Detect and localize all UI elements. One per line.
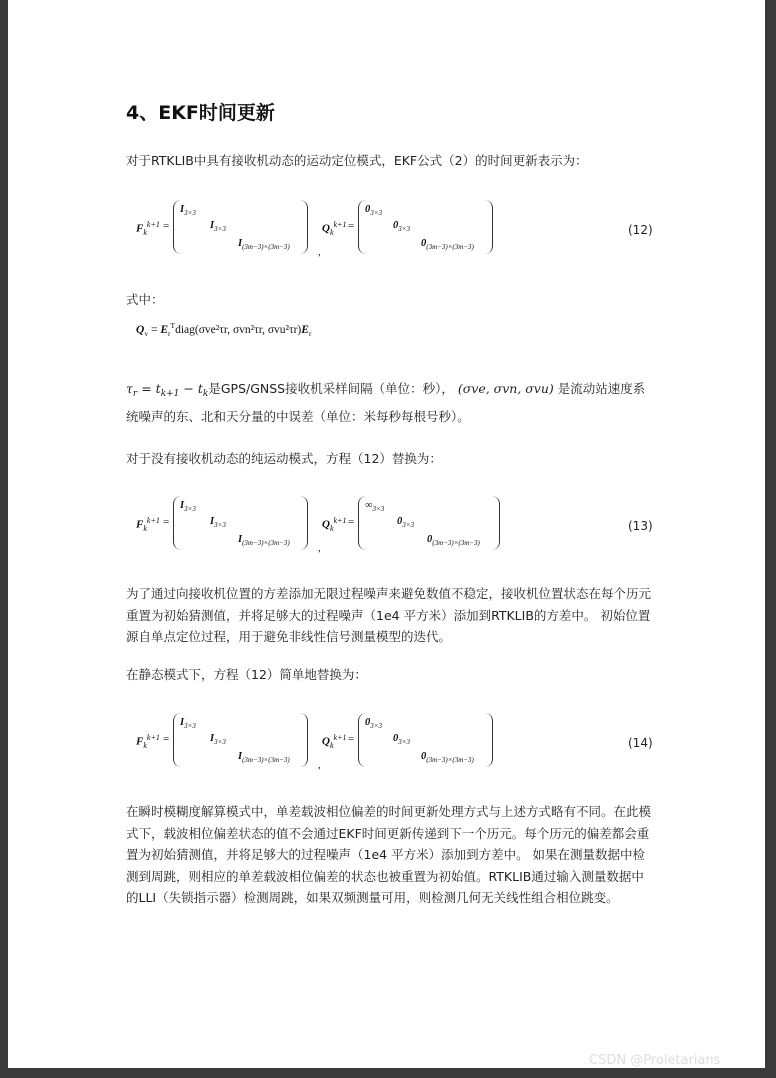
equation-13 bbox=[136, 496, 536, 554]
q-entry-2: $0_{3\times 3}$ bbox=[393, 733, 410, 747]
q-entry-1: $0_{3\times 3}$ bbox=[365, 204, 382, 218]
document-page bbox=[8, 0, 765, 1068]
q-entry-3: $0_{(3m-3)\times(3m-3)}$ bbox=[427, 534, 480, 548]
qv-diag: diag(σve²τr, σvn²τr, σvu²τr) bbox=[175, 323, 302, 336]
f-entry-3: $I_{(3m-3)\times(3m-3)}$ bbox=[238, 534, 290, 548]
sigma-formula: (σve, σvn, σvu) bbox=[457, 381, 554, 396]
q-label: $Q_k^{k+1}$ bbox=[322, 220, 347, 237]
paragraph-static-mode: 在静态模式下，方程（12）简单地替换为： bbox=[126, 667, 367, 682]
equation-number-13: (13) bbox=[628, 519, 653, 533]
equation-number-12: (12) bbox=[628, 223, 653, 237]
f-label: $F_k^{k+1}$ bbox=[136, 733, 160, 750]
q-entry-1: $\infty_{3\times 3}$ bbox=[365, 500, 385, 514]
f-entry-2: $I_{3\times 3}$ bbox=[210, 733, 226, 747]
equation-14 bbox=[136, 713, 536, 771]
paragraph-intro: 对于RTKLIB中具有接收机动态的运动定位模式，EKF公式（2）的时间更新表示为： bbox=[126, 153, 588, 168]
q-label: $Q_k^{k+1}$ bbox=[322, 733, 347, 750]
paragraph-instantaneous: 在瞬时模糊度解算模式中，单差载波相位偏差的时间更新处理方式与上述方式略有不同。在此模式下，载波相位偏差状态的值不会通过EKF时间更新传递到下一个历元。每个历元的偏差都会重置为初始猜测值，并将足够大的过程噪声（1e4 平方米）添加到方差中。 如果在测量数据中检测到周跳，则相应的单差载波相位偏差的状态也被重置为初始值。RTKLIB通过输入测量数据中的LLI（失锁指示器）检测周跳，如果双频测量可用，则检测几何无关线性组合相位跳变。 bbox=[126, 804, 652, 905]
paragraph-pure-kinematic: 对于没有接收机动态的纯运动模式，方程（12）替换为： bbox=[126, 451, 442, 466]
comma: , bbox=[318, 759, 321, 771]
q-label: $Q_k^{k+1}$ bbox=[322, 516, 347, 533]
equals-sign: = bbox=[163, 733, 170, 745]
f-matrix bbox=[173, 713, 308, 767]
q-entry-2: $0_{3\times 3}$ bbox=[397, 516, 414, 530]
q-matrix bbox=[358, 713, 493, 767]
paragraph-shizhong: 式中： bbox=[126, 292, 164, 307]
q-entry-3: $0_{(3m-3)\times(3m-3)}$ bbox=[421, 238, 474, 252]
q-matrix bbox=[358, 200, 493, 254]
q-entry-3: $0_{(3m-3)\times(3m-3)}$ bbox=[421, 751, 474, 765]
q-matrix bbox=[358, 496, 500, 550]
equals-sign: = bbox=[348, 733, 355, 745]
f-entry-3: $I_{(3m-3)\times(3m-3)}$ bbox=[238, 751, 290, 765]
tau-formula: $\tau_r = t_{k+1} - t_k$ bbox=[126, 381, 209, 399]
equals-sign: = bbox=[348, 516, 355, 528]
equals-sign: = bbox=[163, 516, 170, 528]
qv-formula: $Q_v$ = $E_r^Tdiag(\sigma ve^2\tau r$, σvn²τr, $\sigma vu^2\tau r)E_r$ bbox=[136, 321, 312, 339]
equals-sign: = bbox=[163, 220, 170, 232]
f-entry-2: $I_{3\times 3}$ bbox=[210, 516, 226, 530]
equation-number-14: (14) bbox=[628, 736, 653, 750]
comma: , bbox=[318, 246, 321, 258]
equation-12 bbox=[136, 200, 536, 258]
f-matrix bbox=[173, 200, 308, 254]
f-matrix bbox=[173, 496, 308, 550]
f-entry-1: $I_{3\times 3}$ bbox=[180, 500, 196, 514]
paragraph-position-reset: 为了通过向接收机位置的方差添加无限过程噪声来避免数值不稳定，接收机位置状态在每个历元重置为初始猜测值，并将足够大的过程噪声（1e4 平方米）添加到RTKLIB的方差中。 初始位置源自单点定位过程，用于避免非线性信号测量模型的迭代。 bbox=[126, 586, 652, 644]
watermark: CSDN @Proletarians bbox=[589, 1053, 721, 1068]
paragraph-tau: $\tau_r = t_{k+1} - t_k$是GPS/GNSS接收机采样间隔（单位：秒）， (σve, σvn, σvu) 是流动站速度系 统噪声的东、北和天分量的中误差（单位：米每秒每根号秒）。 bbox=[126, 381, 646, 424]
section-title: 4、EKF时间更新 bbox=[126, 102, 275, 124]
q-entry-2: $0_{3\times 3}$ bbox=[393, 220, 410, 234]
f-entry-3: $I_{(3m-3)\times(3m-3)}$ bbox=[238, 238, 290, 252]
f-label: $F_k^{k+1}$ bbox=[136, 220, 160, 237]
f-label: $F_k^{k+1}$ bbox=[136, 516, 160, 533]
equals-sign: = bbox=[348, 220, 355, 232]
f-entry-2: $I_{3\times 3}$ bbox=[210, 220, 226, 234]
comma: , bbox=[318, 542, 321, 554]
f-entry-1: $I_{3\times 3}$ bbox=[180, 717, 196, 731]
f-entry-1: $I_{3\times 3}$ bbox=[180, 204, 196, 218]
q-entry-1: $0_{3\times 3}$ bbox=[365, 717, 382, 731]
